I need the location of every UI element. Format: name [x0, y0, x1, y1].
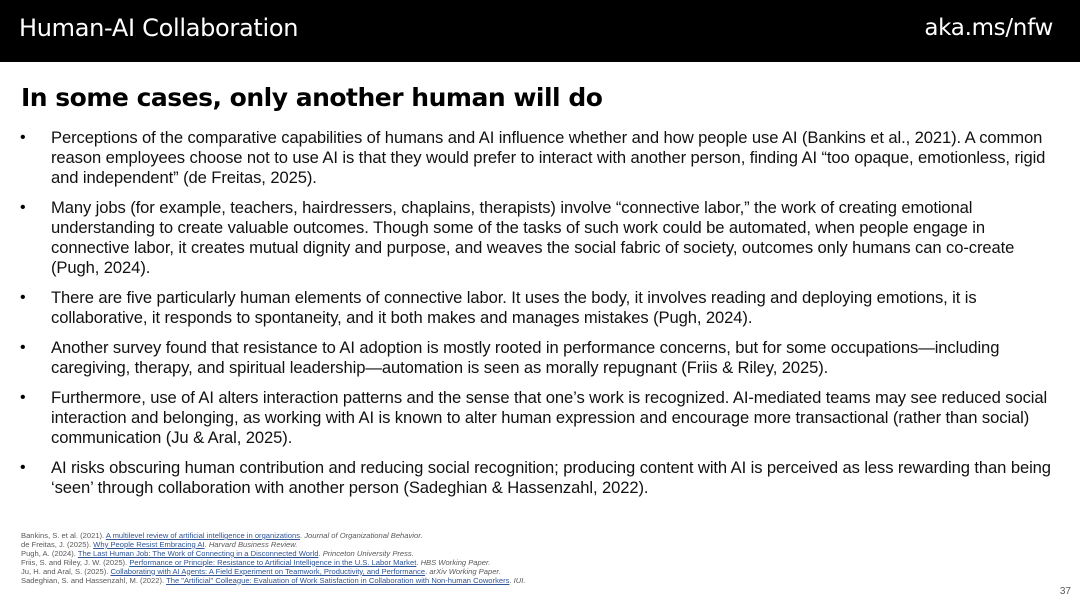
- bullet-list: [20, 128, 1065, 508]
- reference-separator: .: [300, 531, 305, 540]
- reference-authors: Friis, S. and Riley, J. W. (2025).: [21, 557, 130, 567]
- reference-venue: IUI.: [513, 575, 526, 585]
- slide-heading: In some cases, only another human will do: [21, 83, 603, 112]
- bullet-marker-icon: •: [20, 289, 26, 306]
- references: [21, 532, 1021, 585]
- bullet-marker-icon: •: [20, 459, 26, 476]
- bullet-marker-icon: •: [20, 339, 26, 356]
- reference-venue: Harvard Business Review.: [208, 539, 298, 549]
- reference-link[interactable]: The "Artificial" Colleague: Evaluation of Work Satisfaction in Collaboration with Non-human Coworkers: [166, 575, 510, 585]
- bullet-text: There are five particularly human elements of connective labor. It uses the body, it involves reading and deploying emotions, it is collaborative, it responds to spontaneity, and it both makes and manages mistakes (Pugh, 2024).: [51, 288, 977, 327]
- reference-authors: de Freitas, J. (2025).: [21, 539, 94, 549]
- bullet-item: [20, 288, 1065, 328]
- reference-separator: .: [425, 566, 430, 576]
- bullet-text: Perceptions of the comparative capabilities of humans and AI influence whether and how people use AI (Bankins et al., 2021). A common reason employees choose not to use AI is that they would prefer to interact with another person, finding AI “too opaque, emotionless, rigid and independent” (de Freitas, 2025).: [51, 128, 1046, 187]
- bullet-marker-icon: •: [20, 389, 26, 406]
- reference-authors: Sadeghian, S. and Hassenzahl, M. (2022).: [21, 575, 167, 585]
- bullet-marker-icon: •: [20, 199, 26, 216]
- page-number: 37: [1059, 586, 1071, 597]
- bullet-item: [20, 338, 1065, 378]
- bullet-text: Furthermore, use of AI alters interaction patterns and the sense that one’s work is recognized. AI-mediated teams may see reduced social interaction and belonging, as working with AI is known to alter human expression and encourage more transactional (rather than social) communication (Ju & Aral, 2025).: [51, 388, 1048, 447]
- reference-authors: Pugh, A. (2024).: [21, 548, 78, 558]
- bullet-item: [20, 198, 1065, 278]
- reference-authors: Bankins, S. et al. (2021).: [21, 531, 106, 540]
- reference-venue: HBS Working Paper.: [420, 557, 491, 567]
- reference-venue: arXiv Working Paper.: [429, 566, 501, 576]
- reference-link[interactable]: The Last Human Job: The Work of Connecting in a Disconnected World: [77, 548, 319, 558]
- reference-link[interactable]: Collaborating with AI Agents: A Field Experiment on Teamwork, Productivity, and Performance: [110, 566, 426, 576]
- reference-separator: .: [509, 575, 514, 585]
- bullet-text: AI risks obscuring human contribution and reducing social recognition; producing content with AI is perceived as less rewarding than being ‘seen’ through collaboration with another person (Sadeghian & Hassenzahl, 2022).: [51, 458, 1051, 497]
- header-link[interactable]: aka.ms/nfw: [924, 15, 1053, 41]
- bullet-text: Many jobs (for example, teachers, hairdressers, chaplains, therapists) involve “connective labor,” the work of creating emotional understanding to create valuable outcomes. Though some of the tasks of such work could be automated, when people engage in connective labor, it creates mutual dignity and purpose, and weaves the social fabric of society, outcomes only humans can co-create (Pugh, 2024).: [51, 198, 1015, 277]
- reference-link[interactable]: Performance or Principle: Resistance to Artificial Intelligence in the U.S. Labor Market: [129, 557, 417, 567]
- reference-item: [21, 577, 1021, 586]
- bullet-marker-icon: •: [20, 129, 26, 146]
- reference-venue: Princeton University Press.: [322, 548, 414, 558]
- bullet-text: Another survey found that resistance to AI adoption is mostly rooted in performance concerns, but for some occupations—including caregiving, therapy, and spiritual leadership—automation is seen as morally repugnant (Friis & Riley, 2025).: [51, 338, 1000, 377]
- reference-separator: .: [318, 548, 323, 558]
- reference-authors: Ju, H. and Aral, S. (2025).: [21, 566, 111, 576]
- bullet-item: [20, 458, 1065, 498]
- bullet-item: [20, 388, 1065, 448]
- header-title: Human-AI Collaboration: [19, 14, 299, 42]
- bullet-item: [20, 128, 1065, 188]
- reference-separator: .: [204, 539, 209, 549]
- reference-venue: Journal of Organizational Behavior.: [304, 531, 423, 540]
- reference-separator: .: [416, 557, 421, 567]
- reference-link[interactable]: A multilevel review of artificial intelligence in organizations: [105, 531, 300, 540]
- header-bar: [0, 0, 1080, 62]
- reference-link[interactable]: Why People Resist Embracing AI: [93, 539, 205, 549]
